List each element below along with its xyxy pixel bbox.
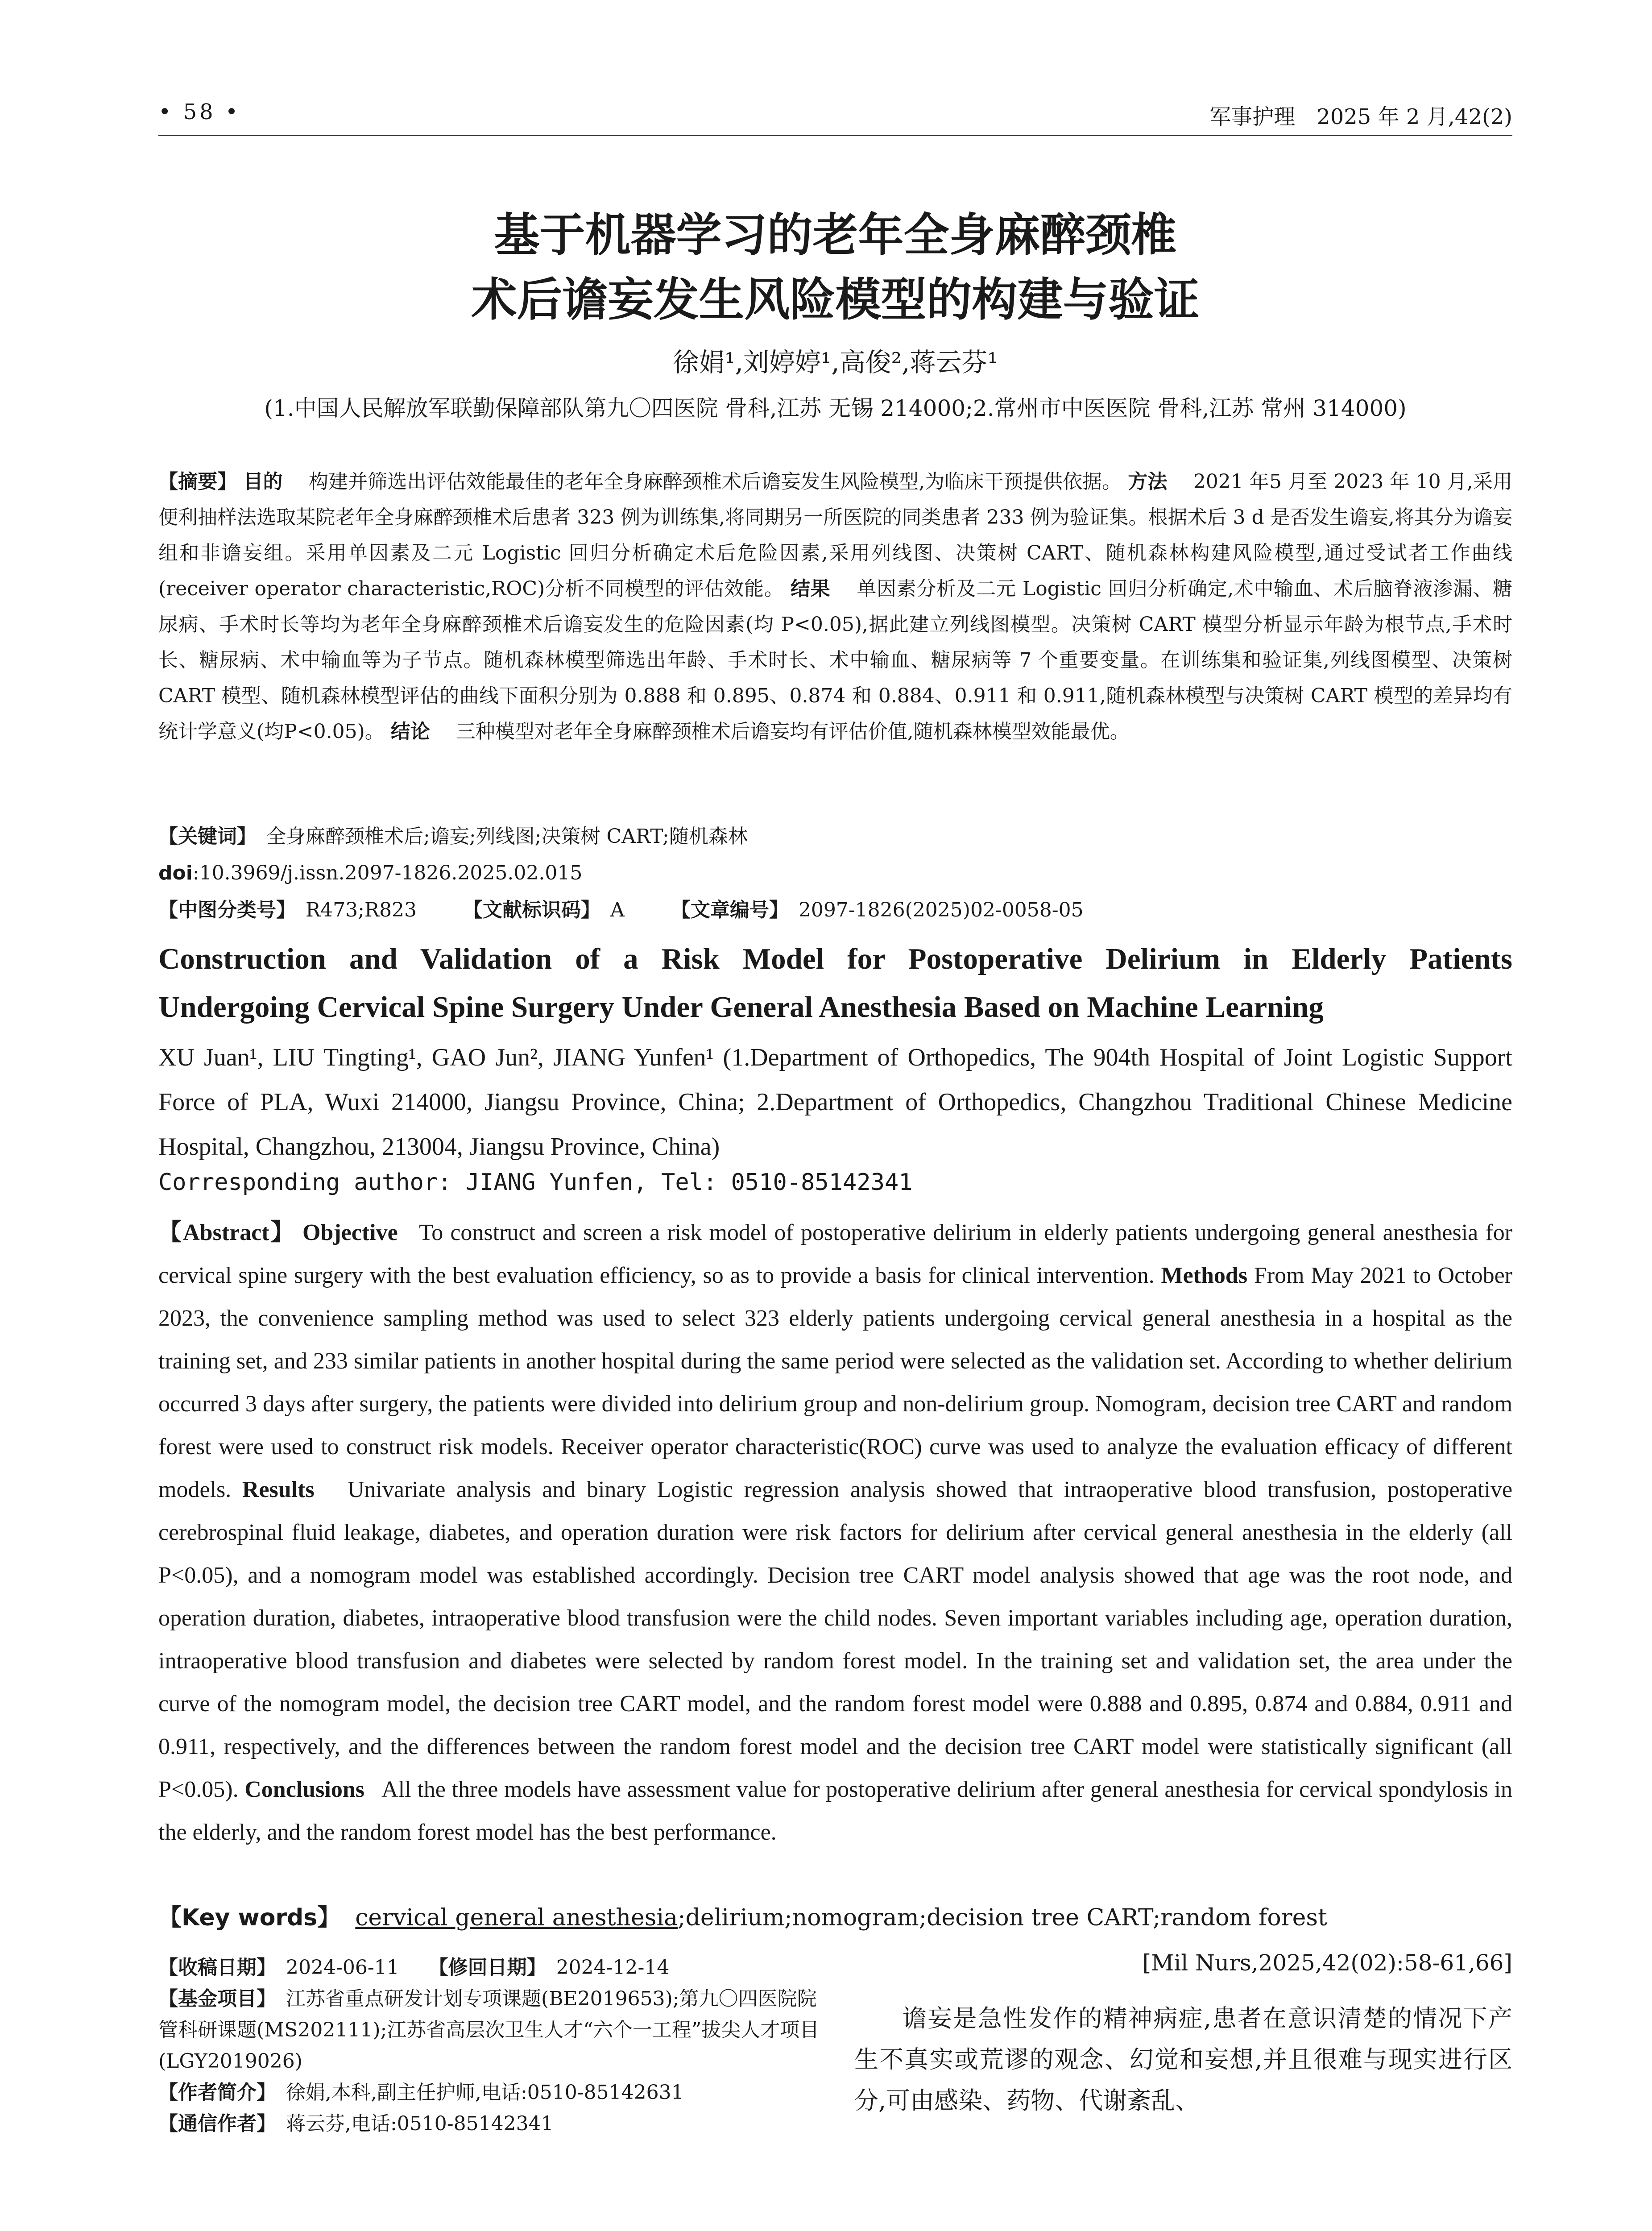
- header-rule: [158, 135, 1512, 136]
- conclusion-text-cn: 三种模型对老年全身麻醉颈椎术后谵妄均有评估价值,随机森林模型效能最优。: [455, 720, 1130, 743]
- doc-code-value: A: [610, 899, 625, 921]
- intro-paragraph: 谵妄是急性发作的精神病症,患者在意识清楚的情况下产生不真实或荒谬的观念、幻觉和妄想,并且很难与现实进行区分,可由感染、药物、代谢紊乱、: [854, 2004, 1512, 2115]
- methods-label-en: Methods: [1161, 1263, 1248, 1288]
- keywords-cn-label: 【关键词】: [158, 825, 247, 848]
- conclusions-label-en: Conclusions: [244, 1777, 365, 1802]
- journal-info: 军事护理 2025 年 2 月,42(2): [1209, 104, 1512, 129]
- article-footnote: [158, 1952, 828, 2140]
- citation: [Mil Nurs,2025,42(02):58-61,66]: [1142, 1950, 1512, 1976]
- methods-label-cn: 方法: [1128, 470, 1168, 493]
- author-bio-text: 徐娟,本科,副主任护师,电话:0510-85142631: [286, 2081, 684, 2104]
- results-label-en: Results: [242, 1477, 315, 1502]
- fund-text: 江苏省重点研发计划专项课题(BE2019653);第九〇四医院院管科研课题(MS202111);江苏省高层次卫生人才“六个一工程”拔尖人才项目(LGY2019026): [158, 1987, 820, 2073]
- english-title: [158, 935, 1512, 1031]
- keywords-en-label: 【Key words】: [158, 1904, 341, 1931]
- abstract-cn-label: 【摘要】: [158, 470, 237, 493]
- keywords-en: [158, 1899, 1512, 1932]
- abstract-cn: [158, 464, 1512, 750]
- objective-text-cn: 构建并筛选出评估效能最佳的老年全身麻醉颈椎术后谵妄发生风险模型,为临床干预提供依据。: [308, 470, 1122, 493]
- english-title-line-2: Undergoing Cervical Spine Surgery Under General Anesthesia Based on Machine Learning: [158, 991, 1324, 1024]
- keyword-en-first: cervical general anesthesia: [355, 1904, 678, 1931]
- keywords-en-rest: ;delirium;nomogram;decision tree CART;random forest: [678, 1904, 1327, 1931]
- corresponding-author: Corresponding author: JIANG Yunfen, Tel: 0510-85142341: [158, 1169, 913, 1196]
- objective-label-cn: 目的: [243, 470, 283, 493]
- title-line-1: 基于机器学习的老年全身麻醉颈椎: [494, 209, 1177, 262]
- author-list: 徐娟¹,刘婷婷¹,高俊²,蒋云芬¹: [673, 347, 998, 377]
- article-no-label: 【文章编号】: [671, 899, 779, 921]
- conclusion-label-cn: 结论: [390, 720, 430, 743]
- doi-line: [158, 855, 1512, 891]
- body-column: [854, 1950, 1512, 2121]
- objective-label-en: Objective: [302, 1220, 398, 1245]
- received-date: 2024-06-11: [286, 1956, 399, 1979]
- affiliation: (1.中国人民解放军联勤保障部队第九〇四医院 骨科,江苏 无锡 214000;2.常州市中医医院 骨科,江苏 常州 314000): [264, 395, 1407, 421]
- article-title: [158, 203, 1512, 332]
- received-label: 【收稿日期】: [158, 1956, 266, 1979]
- keywords-cn-text: 全身麻醉颈椎术后;谵妄;列线图;决策树 CART;随机森林: [266, 825, 748, 848]
- corr-author-text: 蒋云芬,电话:0510-85142341: [286, 2112, 554, 2135]
- clc-label: 【中图分类号】: [158, 899, 286, 921]
- corr-author-line: [158, 2108, 828, 2140]
- doc-code-label: 【文献标识码】: [463, 899, 591, 921]
- title-line-2: 术后谵妄发生风险模型的构建与验证: [471, 274, 1200, 327]
- corr-author-label: 【通信作者】: [158, 2112, 266, 2135]
- dates-line: [158, 1952, 828, 1983]
- article-page: [158, 0, 1512, 2231]
- fund-line: [158, 1983, 828, 2077]
- results-label-cn: 结果: [790, 577, 831, 600]
- results-text-cn: 单因素分析及二元 Logistic 回归分析确定,术中输血、术后脑脊液渗漏、糖尿病、手术时长等均为老年全身麻醉颈椎术后谵妄发生的危险因素(均 P<0.05),据此建立列线图模型。决策树 CART 模型分析显示年龄为根节点,手术时长、糖尿病、术中输血等为子节点。随机森林模型筛选出年龄、手术时长、术中输血、糖尿病等 7 个重要变量。在训练集和验证集,列线图模型、决策树 CART 模型、随机森林模型评估的曲线下面积分别为 0.888 和 0.895、0.874 和 0.884、0.911 和 0.911,随机森林模型与决策树 CART 模型的差异均有统计学意义(均P<0.05)。: [158, 577, 1512, 743]
- classification-line: [158, 892, 1512, 928]
- english-authors: XU Juan¹, LIU Tingting¹, GAO Jun², JIANG Yunfen¹ (1.Department of Orthopedics, The 904th Hospital of Joint Logistic Support Force of PLA, Wuxi 214000, Jiangsu Province, China; 2.Department of Orthopedics, Changzhou Traditional Chinese Medicine Hospital, Changzhou, 213004, Jiangsu Province, China): [158, 1044, 1512, 1161]
- author-bio-label: 【作者简介】: [158, 2081, 266, 2104]
- keywords-cn: [158, 819, 1512, 854]
- doi-value[interactable]: :10.3969/j.issn.2097-1826.2025.02.015: [192, 862, 583, 884]
- methods-text-cn: 2021 年5 月至 2023 年 10 月,采用便利抽样法选取某院老年全身麻醉颈椎术后患者 323 例为训练集,将同期另一所医院的同类患者 233 例为验证集。根据术后 3 d 是否发生谵妄,将其分为谵妄组和非谵妄组。采用单因素及二元 Logistic 回归分析确定术后危险因素,采用列线图、决策树 CART、随机森林构建风险模型,通过受试者工作曲线(receiver operator characteristic,ROC)分析不同模型的评估效能。: [158, 470, 1513, 600]
- page-number: • 58 •: [158, 100, 241, 124]
- doi-label: doi: [158, 862, 193, 884]
- results-text-en: Univariate analysis and binary Logistic regression analysis showed that intraoperative blood transfusion, postoperative cerebrospinal fluid leakage, diabetes, and operation duration were risk factors for delirium after cervical general anesthesia in the elderly (all P<0.05), and a nomogram model was established accordingly. Decision tree CART model analysis showed that age was the root node, and operation duration, diabetes, intraoperative blood transfusion were the child nodes. Seven important variables including age, operation duration, intraoperative blood transfusion and diabetes were selected by random forest model. In the training set and validation set, the area under the curve of the nomogram model, the decision tree CART model, and the random forest model were 0.888 and 0.895, 0.874 and 0.884, 0.911 and 0.911, respectively, and the differences between the random forest model and the decision tree CART model were statistically significant (all P<0.05).: [158, 1477, 1513, 1802]
- methods-text-en: From May 2021 to October 2023, the convenience sampling method was used to select 323 elderly patients undergoing cervical general anesthesia in a hospital as the training set, and 233 similar patients in another hospital during the same period were selected as the validation set. According to whether delirium occurred 3 days after surgery, the patients were divided into delirium group and non-delirium group. Nomogram, decision tree CART and random forest were used to construct risk models. Receiver operator characteristic(ROC) curve was used to analyze the evaluation efficacy of different models.: [158, 1263, 1512, 1502]
- revised-label: 【修回日期】: [438, 1956, 537, 1979]
- abstract-en: [158, 1211, 1512, 1854]
- objective-text-en: To construct and screen a risk model of postoperative delirium in elderly patients undergoing general anesthesia for cervical spine surgery with the best evaluation efficiency, so as to provide a basis for clinical intervention.: [158, 1220, 1513, 1288]
- author-bio-line: [158, 2077, 828, 2108]
- revised-date: 2024-12-14: [556, 1956, 670, 1979]
- abstract-en-label: 【Abstract】: [158, 1220, 295, 1245]
- article-no-value: 2097-1826(2025)02-0058-05: [798, 899, 1084, 921]
- running-header: [158, 96, 1512, 132]
- english-title-line-1: Construction and Validation of a Risk Model for Postoperative Delirium in Elderly Patients: [158, 942, 1512, 975]
- clc-value: R473;R823: [306, 899, 417, 921]
- fund-label: 【基金项目】: [158, 1987, 266, 2010]
- conclusions-text-en: All the three models have assessment value for postoperative delirium after general anesthesia for cervical spondylosis in the elderly, and the random forest model has the best performance.: [158, 1777, 1513, 1845]
